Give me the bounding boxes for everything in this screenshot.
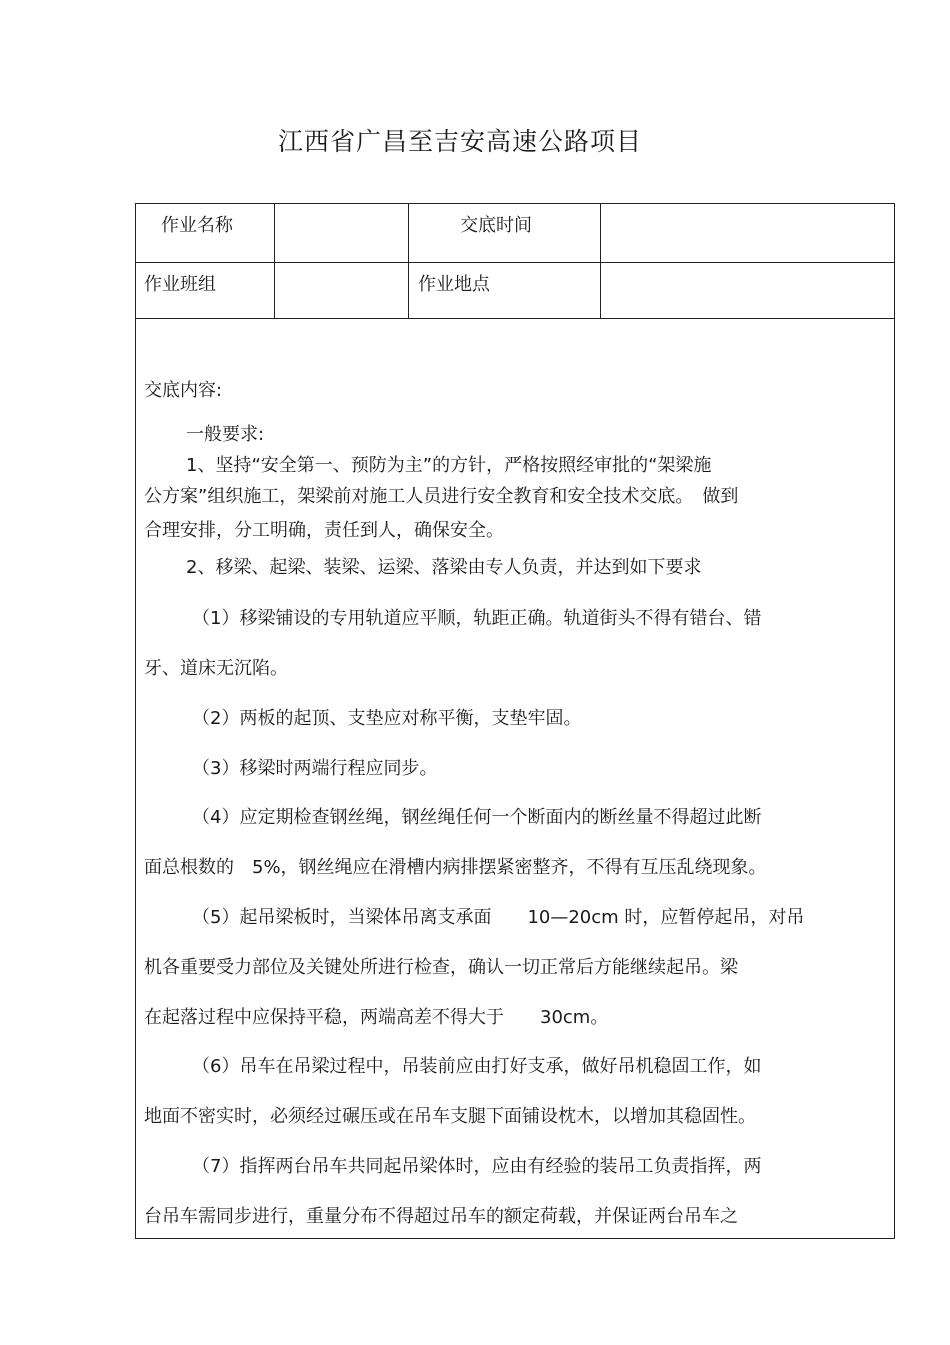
content-heading: 交底内容: xyxy=(144,380,223,401)
content-line: 面总根数的 5%，钢丝绳应在滑槽内病排摆紧密整齐，不得有互压乱绕现象。 xyxy=(144,857,767,878)
location-label: 作业地点 xyxy=(418,274,490,295)
content-line: 机各重要受力部位及关键处所进行检查，确认一切正常后方能继续起吊。梁 xyxy=(144,957,738,978)
job-name-label: 作业名称 xyxy=(161,215,233,236)
team-label: 作业班组 xyxy=(144,274,216,295)
content-line: 公方案”组织施工，架梁前对施工人员进行安全教育和安全技术交底。 做到 xyxy=(144,486,739,507)
content-line: （2）两板的起顶、支垫应对称平衡，支垫牢固。 xyxy=(192,708,582,729)
content-line: 合理安排，分工明确，责任到人，确保安全。 xyxy=(144,520,504,541)
table-row-divider xyxy=(136,318,894,319)
content-line: 一般要求: xyxy=(186,424,265,445)
handover-time-label: 交底时间 xyxy=(460,215,532,236)
content-line: （4）应定期检查钢丝绳，钢丝绳任何一个断面内的断丝量不得超过此断 xyxy=(192,807,762,828)
content-line: （5）起吊梁板时，当梁体吊离支承面 10—20cm 时，应暂停起吊，对吊 xyxy=(192,907,805,928)
content-line: 台吊车需同步进行，重量分布不得超过吊车的额定荷载，并保证两台吊车之 xyxy=(144,1206,738,1227)
content-line: 2、移梁、起梁、装梁、运梁、落梁由专人负责，并达到如下要求 xyxy=(186,557,702,578)
table-column-divider xyxy=(408,204,409,318)
handover-form-table xyxy=(135,203,895,1239)
content-line: 1、坚持“安全第一、预防为主”的方针，严格按照经审批的“架梁施 xyxy=(186,455,712,476)
table-column-divider xyxy=(600,204,601,318)
content-line: 地面不密实时，必须经过碾压或在吊车支腿下面铺设枕木，以增加其稳固性。 xyxy=(144,1106,756,1127)
content-line: （3）移梁时两端行程应同步。 xyxy=(192,758,438,779)
content-line: 牙、道床无沉陷。 xyxy=(144,658,288,679)
content-line: （7）指挥两台吊车共同起吊梁体时，应由有经验的装吊工负责指挥，两 xyxy=(192,1156,762,1177)
table-column-divider xyxy=(274,204,275,318)
content-line: （1）移梁铺设的专用轨道应平顺，轨距正确。轨道街头不得有错台、错 xyxy=(192,608,762,629)
content-line: （6）吊车在吊梁过程中，吊装前应由打好支承，做好吊机稳固工作，如 xyxy=(192,1056,762,1077)
content-line: 在起落过程中应保持平稳，两端高差不得大于 30cm。 xyxy=(144,1007,609,1028)
table-row-divider xyxy=(136,262,894,263)
page-title: 江西省广昌至吉安高速公路项目 xyxy=(277,127,642,156)
